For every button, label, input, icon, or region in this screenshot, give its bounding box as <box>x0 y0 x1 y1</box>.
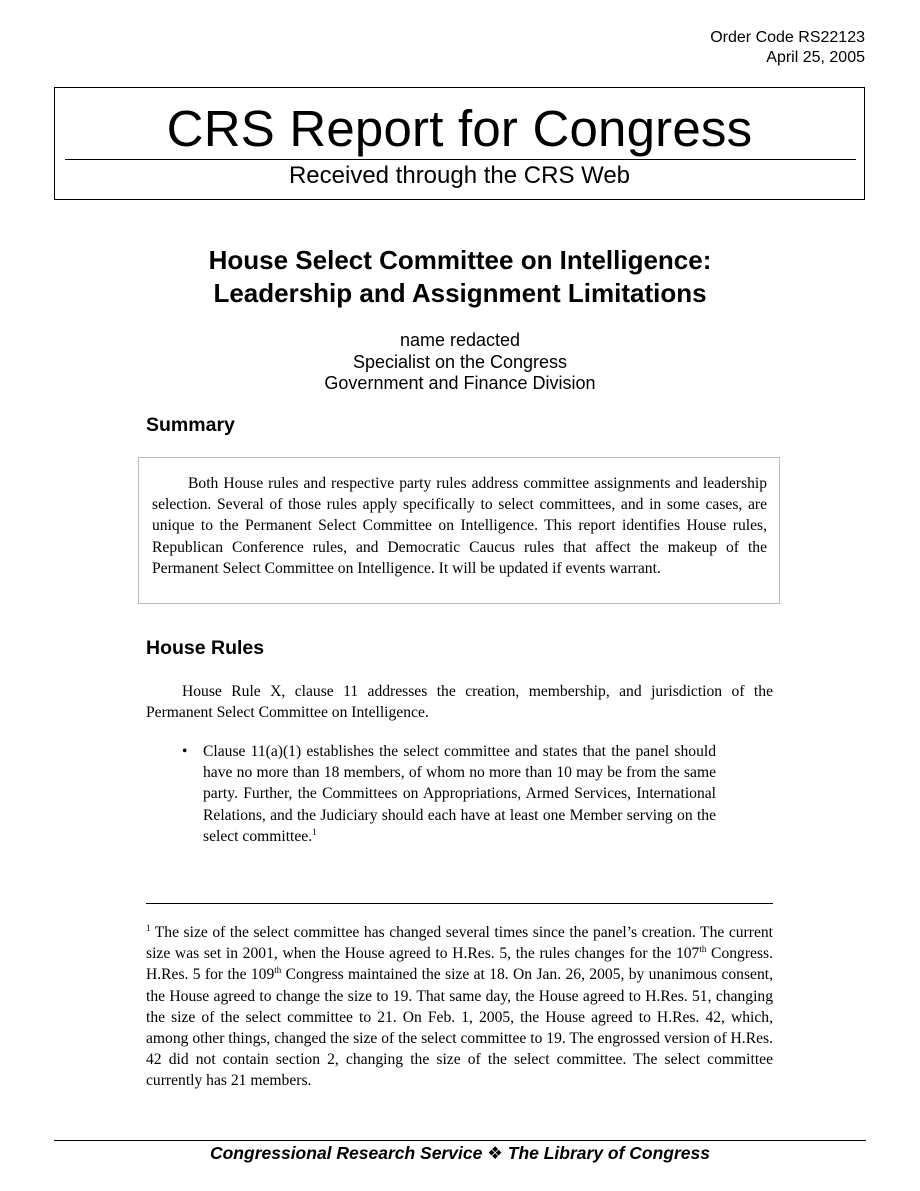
footnote-reference: 1 <box>312 826 317 837</box>
house-rules-intro: House Rule X, clause 11 addresses the creation, membership, and jurisdiction of the Permanent Select Committee on Intelligence. <box>146 683 773 722</box>
page-footer: Congressional Research Service ❖ The Library of Congress <box>209 1143 711 1163</box>
summary-box <box>138 457 780 604</box>
author-title: Specialist on the Congress <box>352 351 568 372</box>
author-block <box>0 330 920 395</box>
footnote-divider <box>146 903 773 904</box>
footnote-text-3: Congress maintained the size at 18. On Jan. 26, 2005, by unanimous consent, the House agreed to change the size to 19. That same day, the House agreed to H.Res. 51, changing the size of the select committee to 21. On Feb. 1, 2005, the House agreed to H.Res. 42, which, among other things, changed the size of the select committee to 19. The engrossed version of H.Res. 42 did not contain section 2, changing the size of the select committee. The select committee currently has 21 members. <box>146 966 773 1090</box>
report-date: April 25, 2005 <box>766 49 865 66</box>
bullet-text <box>203 741 716 847</box>
report-header-box <box>54 87 865 200</box>
order-code-block <box>710 28 865 68</box>
footnote-text-2: Congress. H.Res. 5 for the 109 <box>146 945 773 984</box>
order-code: Order Code RS22123 <box>710 29 865 46</box>
bullet-icon: • <box>182 743 188 760</box>
summary-text: Both House rules and respective party rules address committee assignments and leadership selection. Several of those rules apply specifically to select committees, and in some cases, are unique to the Permanent Select Committee on Intelligence. This report identifies House rules, Republican Conference rules, and Democratic Caucus rules that affect the makeup of the Permanent Select Committee on Intelligence. It will be updated if events warrant. <box>152 475 767 577</box>
report-subtitle: Received through the CRS Web <box>288 162 631 189</box>
report-title: CRS Report for Congress <box>166 100 753 157</box>
footnote-text-1: The size of the select committee has changed several times since the panel’s creation. The current size was set in 2001, when the House agreed to H.Res. 5, the rules changes for the 107 <box>146 924 773 963</box>
footnote-superscript-2: th <box>274 965 282 976</box>
bullet-list-item <box>182 741 716 847</box>
house-rules-heading: House Rules <box>146 637 265 659</box>
footer-divider <box>54 1140 866 1141</box>
author-name: name redacted <box>399 330 521 350</box>
footnote-superscript-1: th <box>699 944 707 955</box>
document-title <box>0 244 920 310</box>
document-title-line-2: Leadership and Assignment Limitations <box>213 278 707 308</box>
footnote <box>146 922 773 1092</box>
bullet-body: Clause 11(a)(1) establishes the select committee and states that the panel should have no more than 18 members, of whom no more than 10 may be from the same party. Further, the Committees on Appropriations, Armed Services, International Relations, and the Judiciary should each have at least one Member serving on the select committee. <box>203 743 716 845</box>
header-divider <box>65 159 856 160</box>
footnote-marker: 1 <box>146 923 151 933</box>
summary-heading: Summary <box>146 414 235 436</box>
document-title-line-1: House Select Committee on Intelligence: <box>208 245 712 275</box>
author-division: Government and Finance Division <box>324 373 596 393</box>
